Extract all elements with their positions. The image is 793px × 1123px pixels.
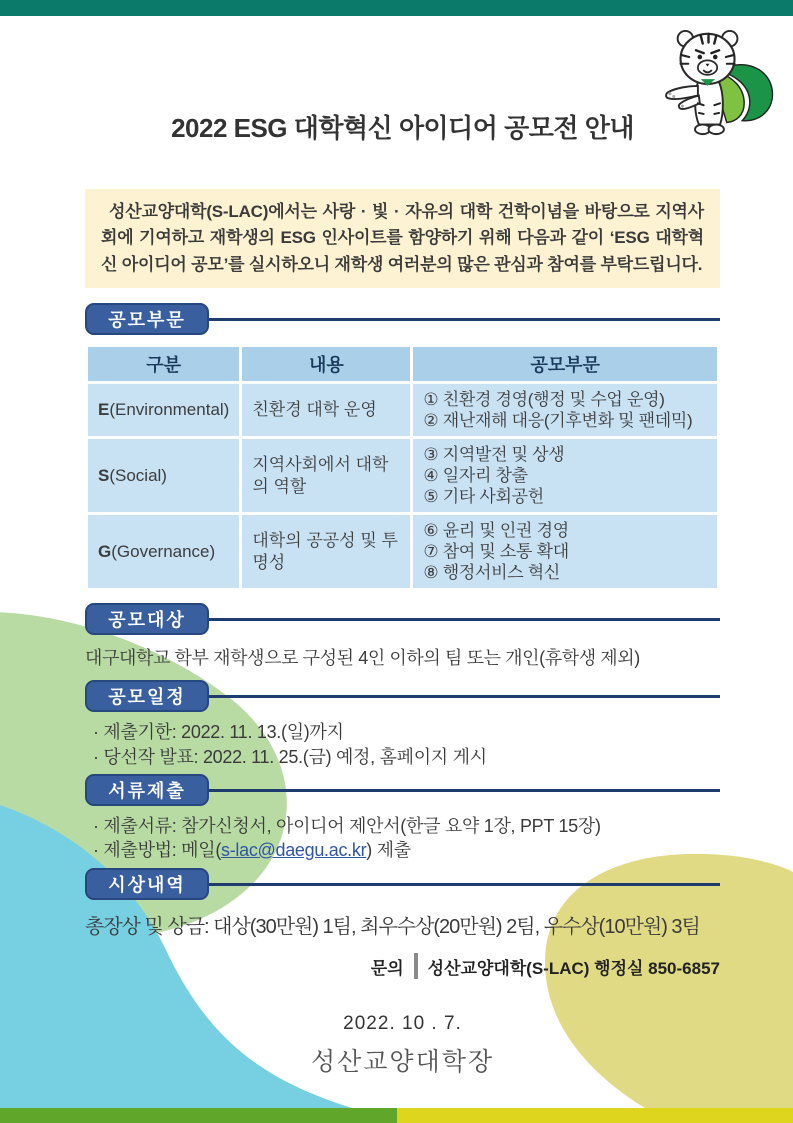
esg-code: G <box>98 541 112 561</box>
intro-segment: 인사이트를 함양하기 위해 다음과 같이 <box>315 228 610 248</box>
section-badge-schedule: 공모일정 <box>85 680 209 712</box>
bottom-bar-green <box>0 1108 397 1123</box>
section-header-submission <box>85 774 720 806</box>
top-accent-bar <box>0 0 793 16</box>
submission-list <box>85 814 720 862</box>
email-link[interactable]: s-lac@daegu.ac.kr <box>221 840 367 861</box>
intro-segment: ESG <box>280 228 316 248</box>
category-item: ① 친환경 경영(행정 및 수업 운영) <box>423 390 665 410</box>
signature: 성산교양대학장 <box>310 1049 495 1077</box>
row-content: 친환경 대학 운영 <box>242 384 410 436</box>
schedule-list <box>85 720 720 770</box>
award-description: 총장상 및 상금: 대상(30만원) 1팀, 최우수상(20만원) 2팀, 우수상(10만원) 3팀 <box>85 916 700 939</box>
esg-code-label: (Governance) <box>111 541 216 561</box>
intro-box <box>85 189 720 288</box>
table-row-governance <box>88 515 717 588</box>
bottom-accent-bar <box>0 1108 793 1123</box>
section-badge-submission: 서류제출 <box>85 774 209 806</box>
section-rule <box>209 789 720 792</box>
section-rule <box>209 618 720 621</box>
section-badge-award: 시상내역 <box>85 868 209 900</box>
contact-label: 문의 <box>370 958 404 978</box>
intro-segment: 를 실시하오니 재학생 여러분의 많은 관심과 참여를 부탁드립니다. <box>228 254 703 274</box>
section-badge-category: 공모부문 <box>85 303 209 335</box>
bottom-bar-yellow <box>397 1108 793 1123</box>
section-rule <box>209 318 720 321</box>
category-item: ④ 일자리 창출 <box>423 466 528 486</box>
esg-code-label: (Environmental) <box>109 400 230 420</box>
intro-segment: 성산교양대학(S-LAC) <box>109 202 269 221</box>
category-item: ⑥ 윤리 및 인권 경영 <box>423 521 569 541</box>
category-item: ③ 지역발전 및 상생 <box>423 445 565 465</box>
submission-method-suffix: ) 제출 <box>366 840 411 861</box>
esg-category-table <box>85 344 720 591</box>
category-item: ② 재난재해 대응(기후변화 및 팬데믹) <box>423 411 693 431</box>
category-item: ⑧ 행정서비스 혁신 <box>423 563 560 583</box>
section-badge-target: 공모대상 <box>85 603 209 635</box>
target-description: 대구대학교 학부 재학생으로 구성된 4인 이하의 팀 또는 개인(휴학생 제외) <box>85 648 640 669</box>
tiger-mascot-icon <box>659 30 785 138</box>
schedule-item: · 당선작 발표: 2022. 11. 25.(금) 예정, 홈페이지 게시 <box>93 747 487 768</box>
submission-item <box>93 838 720 862</box>
contact-info: 성산교양대학(S-LAC) 행정실 850-6857 <box>427 958 720 978</box>
column-header: 공모부문 <box>413 347 717 381</box>
section-header-target <box>85 603 720 635</box>
issue-date: 2022. 10 . 7. <box>343 1013 462 1035</box>
table-header-row <box>88 347 717 381</box>
intro-segment: 에서는 사랑 · 빛 · 자유의 대학 건학이념을 바탕으로 지역사회에 기여하고 재학생의 <box>101 202 704 248</box>
schedule-item: · 제출기한: 2022. 11. 13.(일)까지 <box>93 722 344 743</box>
contact-line <box>85 953 720 979</box>
section-rule <box>209 883 720 886</box>
column-header: 구분 <box>88 347 239 381</box>
esg-code: E <box>98 400 110 420</box>
intro-segment: ‘ESG 대학혁신 아이디어 공모’ <box>101 228 704 274</box>
section-header-schedule <box>85 680 720 712</box>
page-title: 2022 ESG 대학혁신 아이디어 공모전 안내 <box>171 113 634 143</box>
submission-item: · 제출서류: 참가신청서, 아이디어 제안서(한글 요약 1장, PPT 15장) <box>93 816 601 837</box>
category-item: ⑤ 기타 사회공헌 <box>423 487 544 507</box>
row-content: 대학의 공공성 및 투명성 <box>242 515 410 588</box>
esg-code: S <box>98 465 110 485</box>
vertical-divider <box>414 953 418 979</box>
esg-code-label: (Social) <box>109 465 167 485</box>
section-rule <box>209 695 720 698</box>
section-header-award <box>85 868 720 900</box>
section-header-category <box>85 303 720 335</box>
category-item: ⑦ 참여 및 소통 확대 <box>423 542 569 562</box>
column-header: 내용 <box>242 347 410 381</box>
table-row-social <box>88 439 717 512</box>
submission-method-prefix: · 제출방법: 메일( <box>93 840 222 861</box>
table-row-environmental <box>88 384 717 436</box>
row-content: 지역사회에서 대학의 역할 <box>242 439 410 512</box>
